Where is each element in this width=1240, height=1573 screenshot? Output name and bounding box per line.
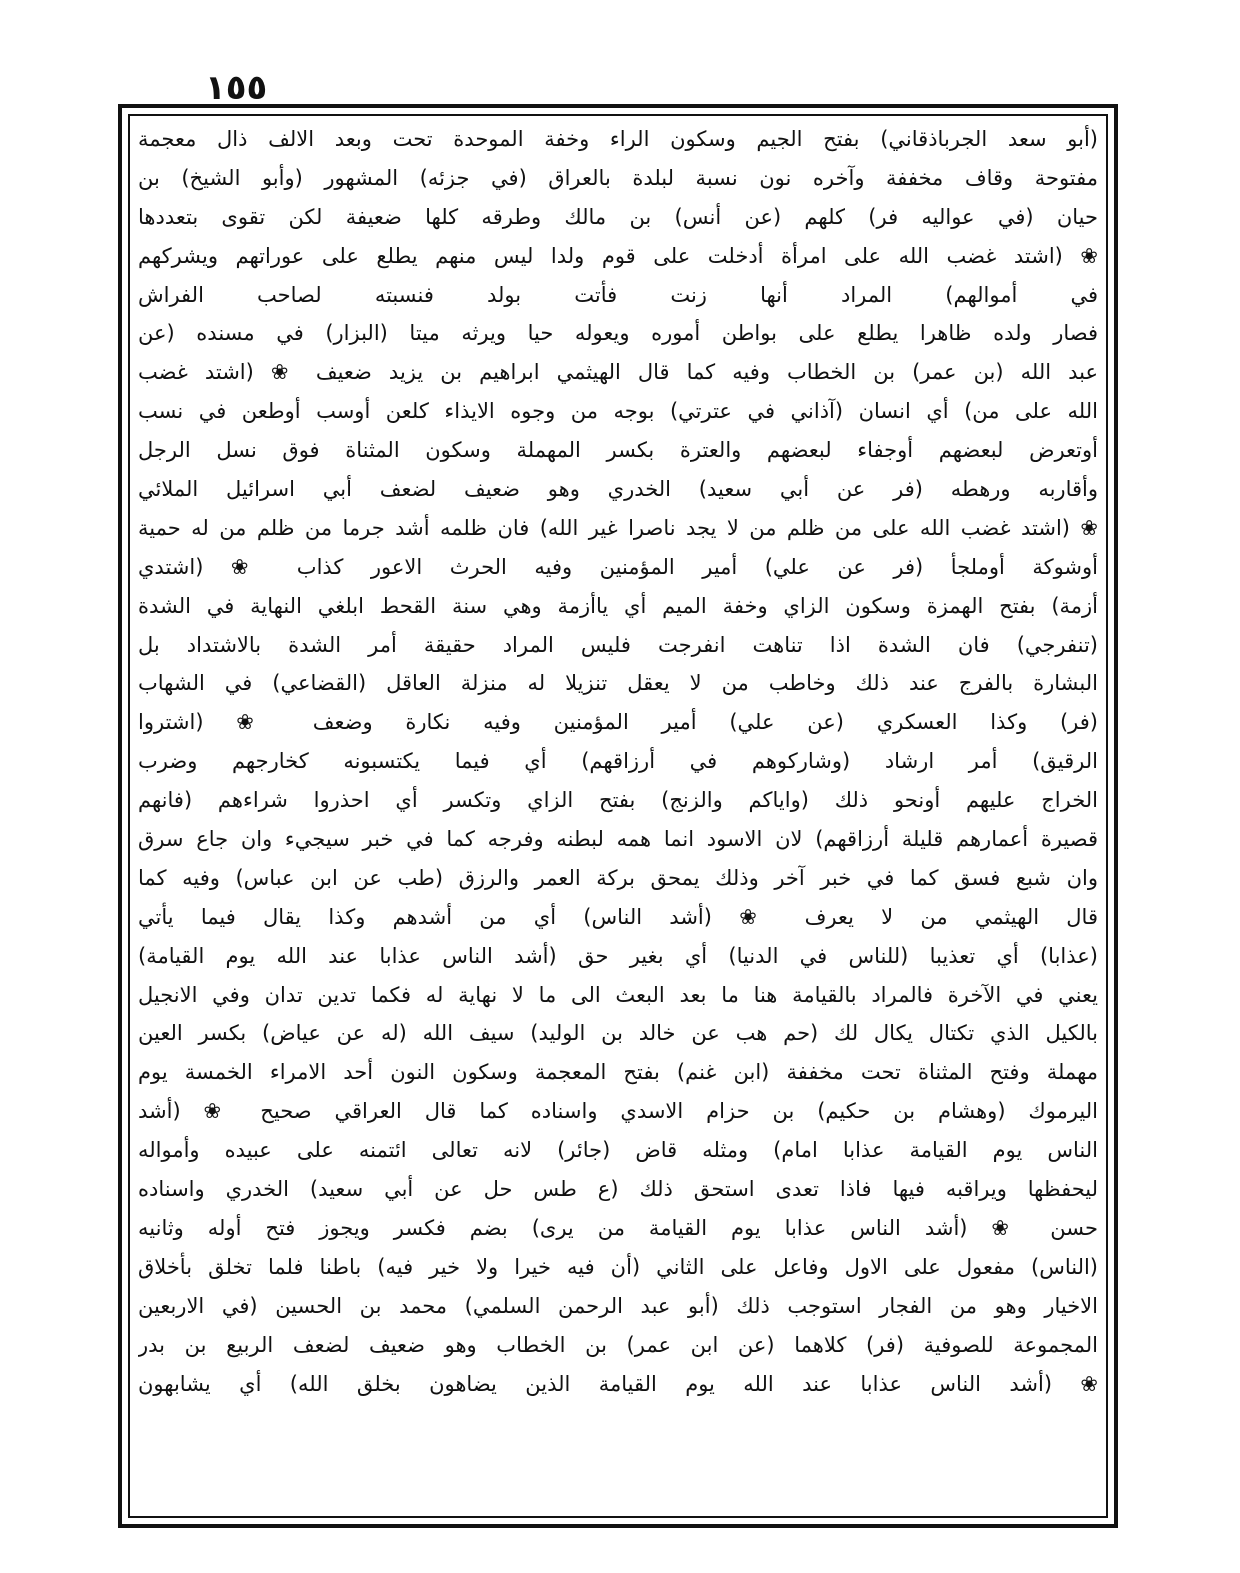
text-line: الناس يوم القيامة عذابا امام) ومثله قاض (جائر) لانه تعالى ائتمنه على عبيده وأمواله (138, 1138, 1098, 1163)
text-line: وأقاربه ورهطه (فر عن أبي سعيد) الخدري وهو ضعيف لضعف أبي اسرائيل الملائي (138, 477, 1098, 502)
text-line: (فر) وكذا العسكري (عن علي) أمير المؤمنين وفيه نكارة وضعف ❀ (اشتروا (138, 710, 1098, 735)
text-line: عبد الله (بن عمر) بن الخطاب وفيه كما قال الهيثمي ابراهيم بن يزيد ضعيف ❀ (اشتد غضب (138, 360, 1098, 385)
text-body (138, 120, 1098, 1500)
text-line: وان شبع فسق كما في خبر آخر وذلك يمحق بركة العمر والرزق (طب عن ابن عباس) وفيه كما (138, 865, 1098, 890)
text-line: (تنفرجي) فان الشدة اذا تناهت انفرجت فليس المراد حقيقة أمر الشدة بالاشتداد بل (138, 632, 1098, 657)
text-line: ❀ (اشتد غضب الله على امرأة أدخلت على قوم ولدا ليس منهم يطلع على عوراتهم ويشركهم (138, 243, 1098, 268)
text-line: أوتعرض لبعضهم أوجفاء لبعضهم والعترة بكسر المهملة وسكون المثناة فوق نسل الرجل (138, 438, 1098, 463)
text-line: المجموعة للصوفية (فر) كلاهما (عن ابن عمر) بن الخطاب وهو ضعيف لضعف الربيع بن بدر (138, 1332, 1098, 1357)
text-line: قصيرة أعمارهم قليلة أرزاقهم) لان الاسود انما همه لبطنه وفرجه كما في خبر سيجيء وان جاع سرق (138, 827, 1098, 852)
text-line: ❀ (اشتد غضب الله على من ظلم من لا يجد ناصرا غير الله) فان ظلمه أشد جرما من ظلم من له حمية (138, 515, 1098, 540)
text-line: قال الهيثمي من لا يعرف ❀ (أشد الناس) أي من أشدهم وكذا يقال فيما يأتي (138, 904, 1098, 929)
text-line: البشارة بالفرج عند ذلك وخاطب من لا يعقل تنزيلا له منزلة العاقل (القضاعي) في الشهاب (138, 671, 1098, 696)
text-line: في أموالهم) المراد أنها زنت فأتت بولد فنسبته لصاحب الفراش (138, 282, 1098, 307)
page-number: ١٥٥ (205, 68, 268, 108)
text-line: الرقيق) أمر ارشاد (وشاركوهم في أرزاقهم) أي فيما يكتسبونه كخارجهم وضرب (138, 749, 1098, 774)
text-line: حسن ❀ (أشد الناس عذابا يوم القيامة من يرى) بضم فكسر ويجوز فتح أوله وثانيه (138, 1215, 1098, 1240)
text-line: الاخيار وهو من الفجار استوجب ذلك (أبو عبد الرحمن السلمي) محمد بن الحسين (في الاربعين (138, 1293, 1098, 1318)
text-line: بالكيل الذي تكتال يكال لك (حم هب عن خالد بن الوليد) سيف الله (له عن عياض) بكسر العين (138, 1021, 1098, 1046)
text-line: ❀ (أشد الناس عذابا عند الله يوم القيامة الذين يضاهون بخلق الله) أي يشابهون (138, 1371, 1098, 1396)
text-line: يعني في الآخرة فالمراد بالقيامة هنا ما بعد البعث الى ما لا نهاية له فكما تدين تدان وفي الانجيل (138, 982, 1098, 1007)
text-line: ليحفظها ويراقبه فيها فاذا تعدى استحق ذلك (ع طس حل عن أبي سعيد) الخدري واسناده (138, 1177, 1098, 1202)
text-line: (أبو سعد الجرباذقاني) بفتح الجيم وسكون الراء وخفة الموحدة تحت وبعد الالف ذال معجمة (138, 127, 1098, 151)
text-line: مهملة وفتح المثناة تحت مخففة (ابن غنم) بفتح المعجمة وسكون النون أحد الامراء الخمسة يوم (138, 1060, 1098, 1085)
text-line: حيان (في عواليه فر) كلهم (عن أنس) بن مالك وطرقه كلها ضعيفة لكن تقوى بتعددها (138, 204, 1098, 229)
text-line: الله على من) أي انسان (آذاني في عترتي) بوجه من وجوه الايذاء كلعن أوسب أوطعن في نسب (138, 399, 1098, 424)
text-line: أوشوكة أوملجأ (فر عن علي) أمير المؤمنين وفيه الحرث الاعور كذاب ❀ (اشتدي (138, 554, 1098, 579)
text-line: الخراج عليهم أونحو ذلك (واياكم والزنج) بفتح الزاي وتكسر أي احذروا شراءهم (فانهم (138, 788, 1098, 813)
text-line: (عذابا) أي تعذيبا (للناس في الدنيا) أي بغير حق (أشد الناس عذابا عند الله يوم القيامة) (138, 943, 1098, 968)
text-line: أزمة) بفتح الهمزة وسكون الزاي وخفة الميم أي ياأزمة وهي سنة القحط ابلغي النهاية في الشدة (138, 593, 1098, 618)
text-line: (الناس) مفعول على الاول وفاعل على الثاني (أن فيه خيرا ولا خير فيه) باطنا فلما تخلق بأخلاق (138, 1254, 1098, 1279)
text-line: فصار ولده ظاهرا يطلع على بواطن أموره ويعوله حيا ويرثه ميتا (البزار) في مسنده (عن (138, 321, 1098, 346)
text-line: اليرموك (وهشام بن حكيم) بن حزام الاسدي واسناده كما قال العراقي صحيح ❀ (أشد (138, 1099, 1098, 1124)
text-line: مفتوحة وقاف مخففة وآخره نون نسبة لبلدة بالعراق (في جزئه) المشهور (وأبو الشيخ) بن (138, 165, 1098, 190)
